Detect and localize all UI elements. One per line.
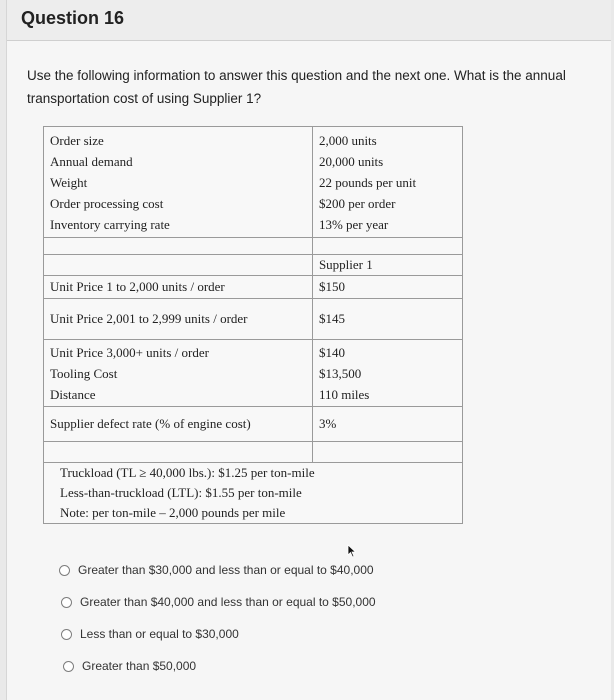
value-distance: 110 miles — [318, 386, 370, 402]
radio-button[interactable] — [61, 597, 72, 608]
answer-option-label: Less than or equal to $30,000 — [80, 627, 239, 641]
answer-option-label: Greater than $40,000 and less than or equal to $50,000 — [80, 595, 376, 609]
price-row — [44, 299, 463, 340]
supplier-header-row — [44, 255, 463, 276]
question-title: Question 16 — [21, 8, 125, 28]
price-row-label: Unit Price 2,001 to 2,999 units / order — [44, 299, 313, 340]
label-annual-demand: Annual demand — [50, 153, 133, 169]
value-annual-demand: 20,000 units — [318, 153, 384, 169]
value-order-processing-cost: $200 per order — [318, 195, 396, 211]
answer-option-label: Greater than $30,000 and less than or equal to $40,000 — [78, 563, 374, 577]
price-row-value: $145 — [312, 299, 462, 340]
radio-button[interactable] — [63, 661, 74, 672]
question-card — [6, 0, 611, 700]
shipping-row — [44, 463, 463, 524]
defect-row — [44, 407, 463, 442]
shipping-info — [44, 463, 463, 524]
label-inventory-carrying-rate: Inventory carrying rate — [50, 216, 170, 232]
question-header — [7, 0, 611, 41]
radio-button[interactable] — [61, 629, 72, 640]
shipping-line-ltl: Less-than-truckload (LTL): $1.55 per ton-mile — [60, 485, 302, 500]
mouse-pointer-icon — [347, 544, 357, 558]
price-row-value: $150 — [312, 276, 462, 299]
label-order-processing-cost: Order processing cost — [50, 195, 164, 211]
supplier-header: Supplier 1 — [312, 255, 462, 276]
general-labels-cell — [44, 127, 313, 238]
label-order-size: Order size — [50, 132, 104, 148]
answer-options — [59, 554, 376, 682]
misc-values-cell — [312, 340, 462, 407]
misc-row — [44, 340, 463, 407]
shipping-line-tl: Truckload (TL ≥ 40,000 lbs.): $1.25 per ton-mile — [60, 465, 315, 480]
defect-value: 3% — [312, 407, 462, 442]
spacer-row — [44, 238, 463, 255]
label-weight: Weight — [50, 174, 88, 190]
value-unit-price-3000: $140 — [318, 344, 345, 360]
info-table — [43, 126, 463, 524]
value-inventory-carrying-rate: 13% per year — [318, 216, 389, 232]
price-row-label: Unit Price 1 to 2,000 units / order — [44, 276, 313, 299]
price-row — [44, 276, 463, 299]
answer-option[interactable] — [63, 650, 376, 682]
spacer-row — [44, 442, 463, 463]
answer-option[interactable] — [61, 586, 376, 618]
defect-label: Supplier defect rate (% of engine cost) — [44, 407, 313, 442]
value-weight: 22 pounds per unit — [318, 174, 417, 190]
misc-labels-cell — [44, 340, 313, 407]
value-tooling-cost: $13,500 — [318, 365, 362, 381]
general-row — [44, 127, 463, 238]
general-values-cell — [312, 127, 462, 238]
radio-button[interactable] — [59, 565, 70, 576]
label-distance: Distance — [50, 386, 96, 402]
question-prompt: Use the following information to answer this question and the next one. What is the annual transportation cost of using Supplier 1? — [27, 68, 566, 106]
shipping-note: Note: per ton-mile – 2,000 pounds per mile — [60, 505, 286, 520]
value-order-size: 2,000 units — [318, 132, 377, 148]
answer-option[interactable] — [59, 554, 376, 586]
answer-option[interactable] — [61, 618, 376, 650]
label-tooling-cost: Tooling Cost — [50, 365, 118, 381]
answer-option-label: Greater than $50,000 — [82, 659, 197, 673]
label-unit-price-3000: Unit Price 3,000+ units / order — [50, 344, 209, 360]
